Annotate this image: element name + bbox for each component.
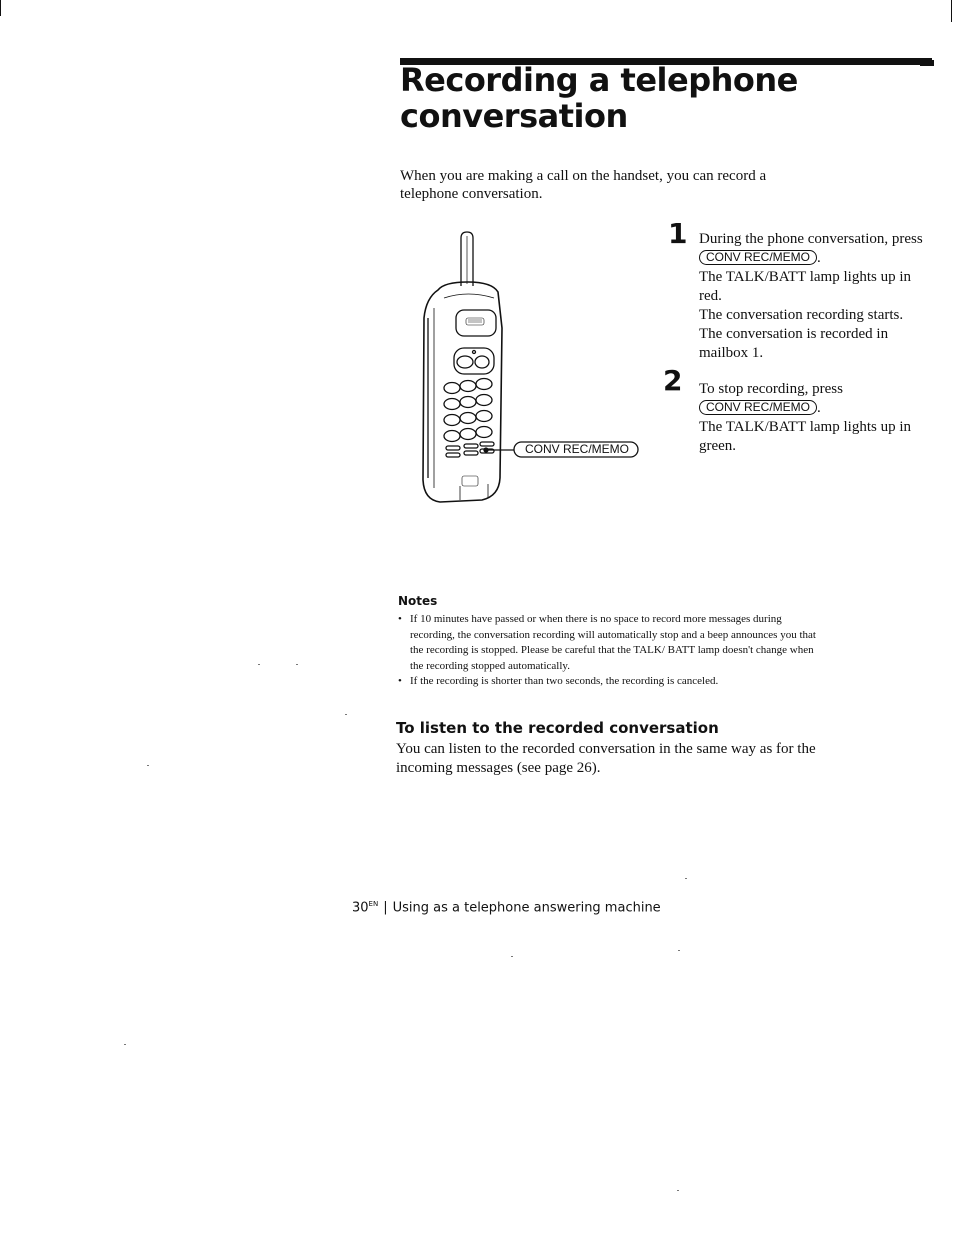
page-number: 30	[352, 900, 369, 916]
step-1-line: The conversation is recorded in mailbox 1.	[699, 326, 889, 361]
heading-rule-end	[920, 60, 934, 66]
handset-body	[423, 282, 502, 502]
scan-edge-mark	[951, 0, 952, 22]
step-1-number: 1	[668, 217, 688, 250]
display-window	[454, 348, 494, 374]
step-1-text	[699, 230, 934, 363]
scan-speck	[511, 956, 513, 957]
scan-speck	[124, 1044, 126, 1045]
keypad	[444, 379, 494, 458]
earpiece	[456, 310, 496, 336]
step-2-lead: To stop recording, press	[699, 381, 843, 397]
notes-list	[398, 612, 828, 690]
scan-speck	[685, 878, 687, 879]
page-footer	[352, 900, 661, 915]
scan-speck	[147, 765, 149, 766]
footer-separator: |	[383, 900, 388, 916]
scan-speck	[677, 1190, 679, 1191]
listen-body: You can listen to the recorded conversation in the same way as for the incoming messages (see page 26).	[396, 741, 816, 776]
scan-speck	[678, 950, 680, 951]
intro-paragraph: When you are making a call on the handset, you can record a telephone conversation.	[400, 168, 767, 202]
page-title-line-2: conversation	[400, 97, 628, 135]
step-2-instruction	[699, 380, 934, 418]
notes-heading: Notes	[398, 594, 438, 608]
scan-speck	[258, 664, 260, 665]
callout-label: CONV REC/MEMO	[524, 442, 629, 456]
step-1-line: The conversation recording starts.	[699, 307, 904, 323]
page-lang: EN	[368, 900, 379, 908]
scan-speck	[296, 664, 298, 665]
page-title	[400, 62, 920, 134]
step-2-after-key: .	[817, 400, 821, 416]
scan-edge-mark	[0, 0, 1, 16]
step-1-lead: During the phone conversation, press	[699, 231, 923, 247]
step-1-line: The TALK/BATT lamp lights up in red.	[699, 269, 911, 304]
step-2-key: CONV REC/MEMO	[699, 400, 817, 415]
step-1-instruction	[699, 230, 934, 268]
scan-speck	[345, 714, 347, 715]
step-1-key: CONV REC/MEMO	[699, 250, 817, 265]
step-2-text	[699, 380, 934, 456]
step-2-number: 2	[663, 364, 683, 397]
page-title-line-1: Recording a telephone	[400, 61, 798, 99]
step-2-line: The TALK/BATT lamp lights up in green.	[699, 419, 911, 454]
antenna	[461, 232, 473, 286]
handset-illustration	[410, 228, 650, 518]
footer-section: Using as a telephone answering machine	[392, 900, 661, 916]
mouthpiece	[460, 476, 488, 500]
step-1-after-key: .	[817, 250, 821, 266]
note-item: • If 10 minutes have passed or when there is no space to record more messages during recording, the conversation recording will automatically stop and a beep announces you that the recording is stopped. Please be careful that the TALK/ BATT lamp doesn't change when the recording stopped automatically.	[398, 612, 828, 674]
listen-heading: To listen to the recorded conversation	[396, 719, 719, 737]
note-item: • If the recording is shorter than two seconds, the recording is canceled.	[398, 674, 828, 690]
